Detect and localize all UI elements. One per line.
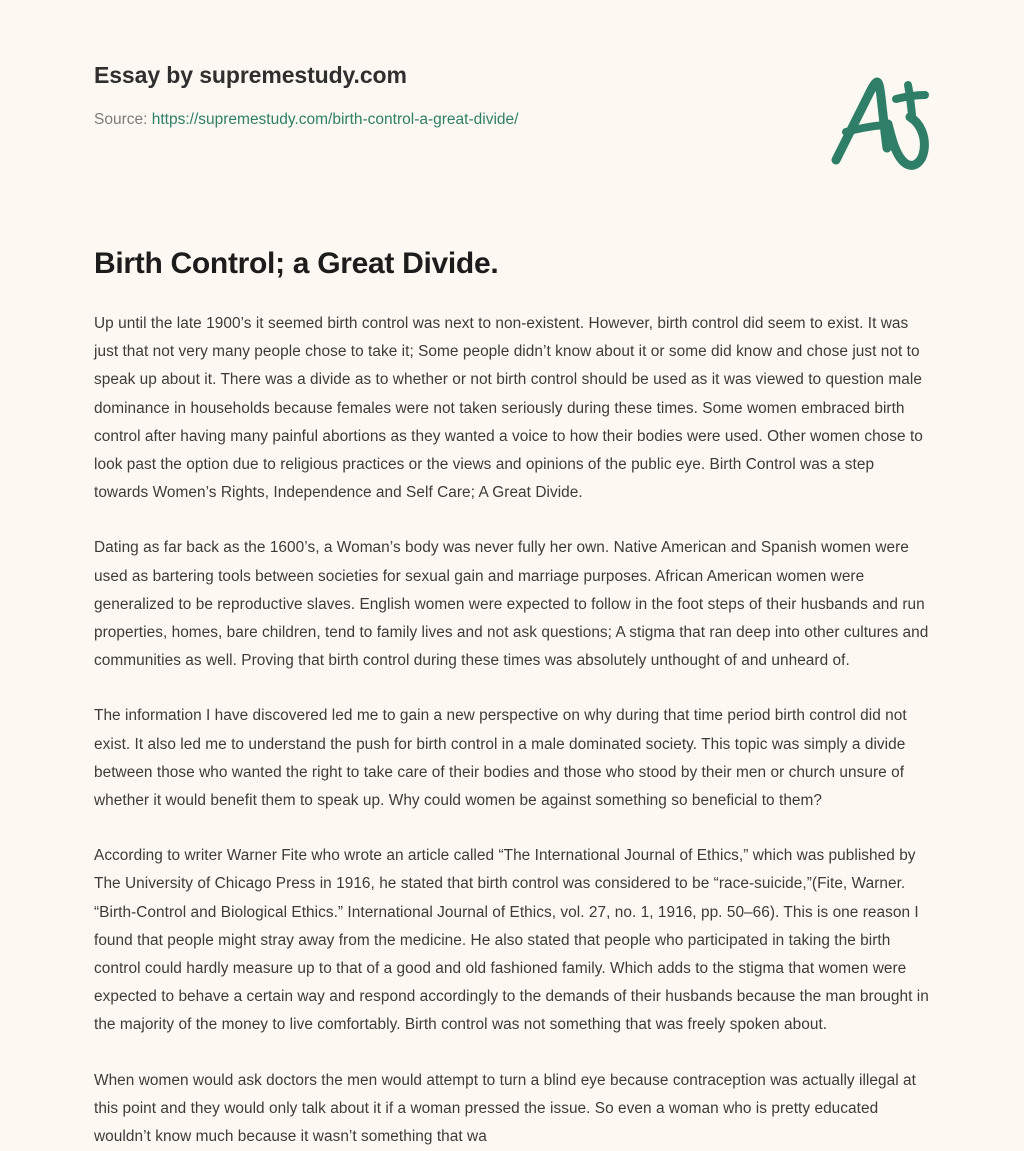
source-url-link[interactable]: https://supremestudy.com/birth-control-a-great-divide/ <box>151 110 519 128</box>
page-title: Birth Control; a Great Divide. <box>94 247 499 280</box>
a-plus-logo <box>822 68 940 178</box>
essay-body <box>94 310 932 1151</box>
essay-paragraph: Up until the late 1900’s it seemed birth control was next to non-existent. However, birth control did seem to exist. It was just that not very many people chose to take it; Some people didn’t know about it or some did know and chose just not to speak up about it. There was a divide as to whether or not birth control should be used as it was viewed to question male dominance in households because females were not taken seriously during these times. Some women embraced birth control after having many painful abortions as they wanted a voice to how their bodies were used. Other women chose to look past the option due to religious practices or the views and opinions of the public eye. Birth Control was a step towards Women’s Rights, Independence and Self Care; A Great Divide. <box>94 315 923 502</box>
source-label: Source: <box>94 110 148 128</box>
essay-paragraph: According to writer Warner Fite who wrote an article called “The International Journal of Ethics,” which was published by The University of Chicago Press in 1916, he stated that birth control was considered to be “race-suicide,”(Fite, Warner. “Birth-Control and Biological Ethics.” International Journal of Ethics, vol. 27, no. 1, 1916, pp. 50–66). This is one reason I found that people might stray away from the medicine. He also stated that people who participated in taking the birth control could hardly measure up to that of a good and old fashioned family. Which adds to the stigma that women were expected to behave a certain way and respond accordingly to the demands of their husbands because the man brought in the majority of the money to live comfortably. Birth control was not something that was freely spoken about. <box>94 847 929 1034</box>
site-title: Essay by supremestudy.com <box>94 62 407 88</box>
essay-paragraph: The information I have discovered led me to gain a new perspective on why during that time period birth control did not exist. It also led me to understand the push for birth control in a male dominated society. This topic was simply a divide between those who wanted the right to take care of their bodies and those who stood by their men or church unsure of whether it would benefit them to speak up. Why could women be against something so beneficial to them? <box>94 707 907 810</box>
essay-paragraph: Dating as far back as the 1600’s, a Woman’s body was never fully her own. Native American and Spanish women were used as bartering tools between societies for sexual gain and marriage purposes. African American women were generalized to be reproductive slaves. English women were expected to follow in the foot steps of their husbands and run properties, homes, bare children, tend to family lives and not ask questions; A stigma that ran deep into other cultures and communities as well. Proving that birth control during these times was absolutely unthought of and unheard of. <box>94 539 929 670</box>
essay-paragraph-truncated: When women would ask doctors the men would attempt to turn a blind eye because contraception was actually illegal at this point and they would only talk about it if a woman pressed the issue. So even a woman who is pretty educated wouldn’t know much because it wasn’t something that wa <box>94 1071 916 1146</box>
page-header <box>94 62 930 182</box>
source-line <box>94 110 930 130</box>
